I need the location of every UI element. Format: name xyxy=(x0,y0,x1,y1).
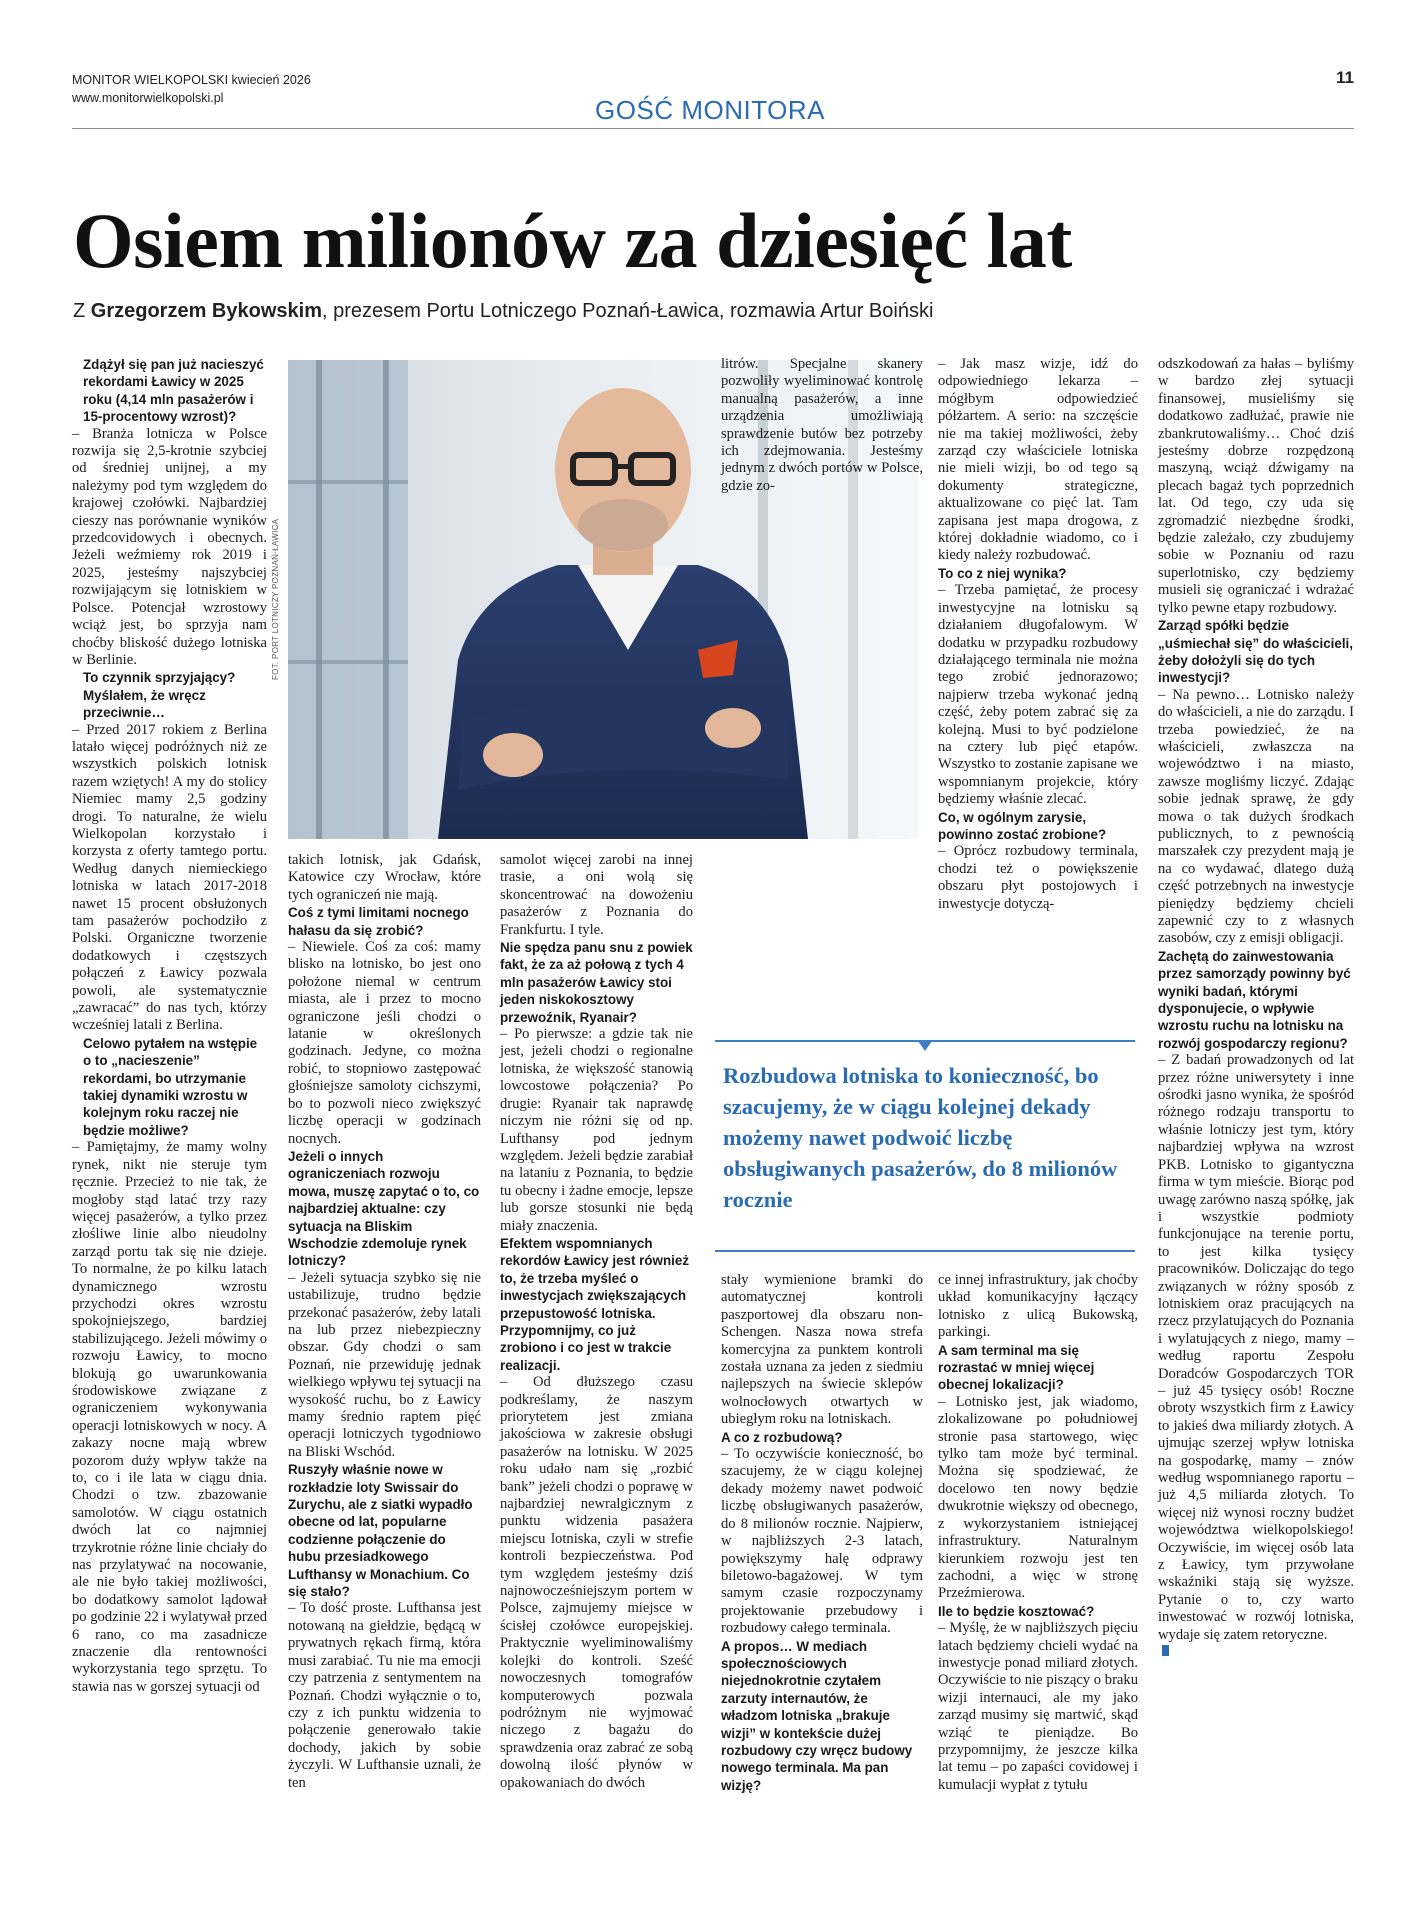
column-4-top xyxy=(721,356,923,495)
photo-credit: FOT. PORT LOTNICZY POZNAŃ-ŁAWICA xyxy=(271,518,280,680)
interview-answer: takich lotnisk, jak Gdańsk, Katowice czy Wrocław, które tych ograniczeń nie mają. xyxy=(288,852,481,903)
interview-question: Co, w ogólnym zarysie, powinno zostać zrobione? xyxy=(938,809,1107,842)
interview-question: Jeżeli o innych ograniczeniach rozwoju mowa, muszę zapytać o to, co najbardziej aktualne: czy sytuacja na Bliskim Wschodzie zdemoluje rynek lotniczy? xyxy=(288,1148,480,1269)
interviewee-name: Grzegorzem Bykowskim xyxy=(90,300,322,322)
interview-answer: – Lotnisko jest, jak wiadomo, zlokalizowane po południowej stronie pasa startowego, więc tylko tam może być terminal. Można się spodziewać, że docelowo ten nowy będzie dwukrotnie większy od obecnego, z wykorzystaniem istniejącej infrastruktury. Naturalnym kierunkiem rozwoju jest ten zachodni, a więc w stronę Przeźmierowa. xyxy=(938,1393,1138,1602)
interview-question: Celowo pytałem na wstępie o to „nacieszenie” rekordami, bo utrzymanie takiej dynamiki wzrostu w kolejnym roku raczej nie będzie możliwe? xyxy=(83,1035,258,1138)
interview-question: To czynnik sprzyjający? Myślałem, że wręcz przeciwnie… xyxy=(83,670,236,721)
pull-quote-box xyxy=(715,1040,1135,1252)
interview-question: Zarząd spółki będzie „uśmiechał się” do właścicieli, żeby dołożyli się do tych inwestycji? xyxy=(1158,618,1353,686)
interview-answer: – Myślę, że w najbliższych pięciu latach będziemy chcieli wydać na inwestycje ponad miliard złotych. Oczywiście to nie piszący o braku wizji internauci, ale my jako zarząd musimy się martwić, skąd wziąć te pieniądze. Bo przypomnijmy, że jeszcze kilka lat temu – po zapaści covidowej i kumulacji wypłat z tytułu xyxy=(938,1620,1138,1793)
pull-quote-marker xyxy=(918,1041,932,1051)
interview-answer: – Jak masz wizje, idź do odpowiedniego lekarza – mógłbym odpowiedzieć półżartem. A serio: na szczęście nie ma takiej możliwości, żeby zarząd czy właściciele lotniska nie mieli wizji, bo od tego są dokumenty strategiczne, aktualizowane co pięć lat. Tam zapisana jest mapa drogowa, z której dokładnie wiadomo, co i kiedy należy rozbudować. xyxy=(938,356,1138,564)
interview-question: Ruszyły właśnie nowe w rozkładzie loty Swissair do Zurychu, ale z siatki wypadło obecne od lat, popularne codzienne połączenie do hubu przesiadkowego Lufthansy w Monachium. Co się stało? xyxy=(288,1462,473,1600)
column-3 xyxy=(500,852,693,1792)
interview-answer: – Jeżeli sytuacja szybko się nie ustabilizuje, trudno będzie przekonać pasażerów, żeby latali na lub przez niebezpieczny obszar. Gdy chodzi o sam Poznań, nie przewiduję jednak wielkiego wpływu tej sytuacji na wysokość ruchu, bo z Ławicy mamy średnio raptem pięć operacji lotniczych tygodniowo na Bliski Wschód. xyxy=(288,1269,481,1460)
interview-question: A co z rozbudową? xyxy=(721,1429,843,1445)
publication-name: MONITOR WIELKOPOLSKI xyxy=(72,73,229,87)
header-divider xyxy=(72,128,1354,129)
interview-question: A propos… W mediach społecznościowych niejednokrotnie czytałem zarzuty internautów, że władzom lotniska „brakuje wizji” w kontekście dużej rozbudowy czy wręcz budowy nowego terminala. Ma pan wizję? xyxy=(721,1638,913,1793)
interview-answer: – Branża lotnicza w Polsce rozwija się 2,5-krotnie szybciej od średniej unijnej, a my należymy pod tym względem do krajowej czołówki. Najbardziej cieszy nas porównanie wyników przedcovidowych i obecnych. Jeżeli weźmiemy rok 2019 i 2025, jesteśmy najszybciej rozwijającym się lotniskiem w Polsce. Potencjał wzrostowy wciąż jest, bo sprzyja nam choćby bliskość dużego lotniska w Berlinie. xyxy=(72,425,267,668)
website-link[interactable]: www.monitorwielkopolski.pl xyxy=(72,91,224,105)
article-standfirst xyxy=(73,300,933,323)
interview-answer: stały wymienione bramki do automatycznej kontroli paszportowej dla obszaru non-Schengen. Nasza nowa strefa komercyjna za punktem kontroli została uznana za jeden z siedmiu najlepszych na świecie sklepów wolnocłowych otwartych w ubiegłym roku na lotniskach. xyxy=(721,1272,923,1428)
interview-answer: – Oprócz rozbudowy terminala, chodzi też o powiększenie obszaru płyt postojowych i inwestycje dotyczą- xyxy=(938,843,1138,912)
interview-answer: samolot więcej zarobi na innej trasie, a oni wolą się skoncentrować na dowożeniu pasażerów z Poznania do Frankfurtu. I tyle. xyxy=(500,852,693,938)
pull-quote-text: Rozbudowa lotniska to konieczność, bo szacujemy, że w ciągu kolejnej dekady możemy nawet podwoić liczbę obsługiwanych pasażerów, do 8 milionów rocznie xyxy=(723,1063,1118,1212)
interview-question: To co z niej wynika? xyxy=(938,565,1067,581)
column-1 xyxy=(72,356,267,1696)
interview-question: A sam terminal ma się rozrastać w mniej więcej obecnej lokalizacji? xyxy=(938,1342,1095,1393)
interview-answer: – Od dłuższego czasu podkreślamy, że naszym priorytetem jest zmiana jakościowa w zakresie obsługi pasażerów na lotnisku. W 2025 roku udało nam się „rozbić bank” jeżeli chodzi o poprawę w najbardziej newralgicznym z punktu widzenia pasażera miejscu lotniska, czyli w strefie kontroli bezpieczeństwa. Pod tym względem jesteśmy dziś najnowocześniejszym portem w Polsce, zajmujemy miejsce w ścisłej czołówce europejskiej. Praktycznie wyeliminowaliśmy kolejki do kontroli. Sześć nowoczesnych tomografów komputerowych pozwala podróżnym nie wyjmować niczego z bagażu do sprawdzenia oraz zabrać ze sobą dowolną ilość płynów w opakowaniach do dwóch xyxy=(500,1374,693,1791)
interview-answer: ce innej infrastruktury, jak choćby układ komunikacyjny łączący lotnisko z ulicą Bukowską, parkingi. xyxy=(938,1272,1138,1341)
interview-question: Ile to będzie kosztować? xyxy=(938,1603,1095,1619)
section-title: GOŚĆ MONITORA xyxy=(595,95,825,125)
interview-answer: – Przed 2017 rokiem z Berlina latało więcej podróżnych niż ze wszystkich polskich lotnisk razem wziętych! A my do stolicy Niemiec mamy 2,5 godziny drogi. To naturalne, że wielu Wielkopolan korzystało i korzysta z oferty tamtego portu. Według danych niemieckiego lotniska w latach 2017-2018 nawet 15 procent obsłużonych tam pasażerów pochodziło z Polski. Organiczne tworzenie dodatkowych i częstszych połączeń z Ławicy pozwala powoli, ale systematycznie „zawracać” do nas tych, którzy wcześniej latali z Berlina. xyxy=(72,721,267,1034)
column-4-bottom xyxy=(721,1272,923,1794)
interview-answer: – Na pewno… Lotnisko należy do właścicieli, a nie do zarządu. I trzeba powiedzieć, że na właścicieli, zwłaszcza na województwo i na miasto, zawsze mogliśmy liczyć. Zdając sobie jednak sprawę, że gdy mowa o tak dużych środkach publicznych, to z pewnością marszałek czy prezydent mają je na co wydawać, dlatego dużą część potrzebnych na inwestycje pieniędzy będziemy chcieli zapewnić czy to z własnych zasobów, czy z emisji obligacji. xyxy=(1158,686,1354,947)
interview-answer: – Pamiętajmy, że mamy wolny rynek, nikt nie steruje tym ręcznie. Przecież to nie tak, że mogłoby stąd latać trzy razy więcej pasażerów, a tylko przez złośliwe linie albo nieudolny zarząd portu tak się nie dzieje. To normalne, że po kilku latach dynamicznego wzrostu przychodzi okres wzrostu spokojniejszego, bardziej stabilizującego. Jeżeli mówimy o rozwoju Ławicy, to mocno blokują go uwarunkowania środowiskowe związane z ograniczeniem wykonywania operacji lotniskowych w nocy. A zakazy nocne mają wbrew pozorom duży wpływ także na to, co i ile lata w ciągu dnia. Chodzi o tzw. zbazowanie samolotów. W ciągu ostatnich dwóch lat co najmniej trzykrotnie różne linie chciały do nas przylatywać na nocowanie, ale nie było takiej możliwości, bo dodatkowy samolot lądował po godzinie 22 i wylatywał przed 6 rano, co ma zasadnicze znaczenie dla rentowności wykorzystania tego sprzętu. To stawia nas w gorszej sytuacji od xyxy=(72,1139,267,1695)
interview-answer: – Z badań prowadzonych od lat przez różne uniwersytety i inne ośrodki jasno wynika, że spośród różnego rodzaju transportu to właśnie lotniczy jest tym, który najbardziej wpływa na wzrost PKB. Lotnisko to gigantyczna firma w tym mieście. Biorąc pod uwagę zarówno naszą spółkę, jak i wszystkie podmioty funkcjonujące na terenie portu, to jest kilka tysięcy pracowników. Doliczając do tego związanych w różny sposób z lotniskiem oraz pracujących na rzecz przylatujących do Poznania i wylatujących z niego, mamy – według raportu Zespołu Doradców Gospodarczych TOR – już 45 tysięcy osób! Roczne obroty wszystkich firm z Ławicy to jakieś dwa miliardy złotych. A ujmując szerzej wpływ lotniska na gospodarkę, mamy – znów według wspomnianego raportu – już 4,5 miliarda złotych. To więcej niż wynosi roczny budżet województwa wielkopolskiego! Oczywiście, im więcej osób lata z Ławicy, tym przywołane wskaźniki stają się wyższe. Pytanie o to, czy warto inwestować w rozwój lotniska, wydaje się zatem retoryczne. xyxy=(1158,1052,1354,1643)
interview-question: Efektem wspomnianych rekordów Ławicy jest również to, że trzeba myśleć o inwestycjach zwiększających przepustowość lotniska. Przypomnijmy, co już zrobiono i co jest w trakcie realizacji. xyxy=(500,1235,690,1373)
column-5-bottom xyxy=(938,1272,1138,1794)
article-headline: Osiem milionów za dziesięć lat xyxy=(73,197,1072,284)
interview-answer: – Trzeba pamiętać, że procesy inwestycyjne na lotnisku są działaniem długofalowym. W dodatku w przypadku rozbudowy działającego terminala nie można tego zrobić jednorazowo; najpierw trzeba wykonać jedną część, żeby potem zabrać się za kolejną. Musi to być podzielone na cztery lub pięć etapów. Wszystko to zostanie zapisane we wspomnianym projekcie, który będziemy właśnie zlecać. xyxy=(938,582,1138,808)
page-number: 11 xyxy=(1336,68,1354,87)
interview-answer: – To dość proste. Lufthansa jest notowaną na giełdzie, będącą w prywatnych rękach firmą, która musi zarabiać. Tu nie ma emocji czy patrzenia z sentymentem na Poznań. Chodzi wyłącznie o to, czy z ich punktu widzenia to połączenie generowało takie dochody, jakich by sobie życzyli. W Lufthansie uznali, że ten xyxy=(288,1600,481,1791)
column-5-top xyxy=(938,356,1138,913)
column-2 xyxy=(288,852,481,1792)
issue-date: kwiecień 2026 xyxy=(231,73,311,87)
interview-question: Coś z tymi limitami nocnego hałasu da się zrobić? xyxy=(288,905,469,938)
article-end-mark xyxy=(1162,1645,1169,1656)
interview-answer: – To oczywiście konieczność, bo szacujemy, że w ciągu kolejnej dekady możemy nawet podwoić liczbę obsługiwanych pasażerów, do 8 milionów rocznie. Najpierw, w najbliższych 2-3 latach, powiększymy halę odprawy biletowo-bagażowej. W tym samym czasie rozpoczynamy projektowanie przebudowy i rozbudowy całego terminala. xyxy=(721,1446,923,1637)
standfirst-rest: , prezesem Portu Lotniczego Poznań-Ławica, rozmawia Artur Boiński xyxy=(321,300,934,322)
interview-question: Zachętą do zainwestowania przez samorządy powinny być wyniki badań, którymi dysponujecie, o wpływie wzrostu ruchu na lotnisku na rozwój gospodarczy regionu? xyxy=(1158,948,1351,1051)
interview-question: Zdążył się pan już nacieszyć rekordami Ławicy w 2025 roku (4,14 mln pasażerów i 15-procentowy wzrost)? xyxy=(83,357,264,425)
interview-answer: odszkodowań za hałas – byliśmy w bardzo złej sytuacji finansowej, musieliśmy się dodatkowo zadłużać, prawie nie zbankrutowaliśmy… Choć dziś jesteśmy dobrze rozpędzoną maszyną, wciąż dźwigamy na plecach bagaż tych poprzednich lat. Od tego, czy uda się zgromadzić niezbędne środki, będzie zależało, czy zbudujemy sobie w Poznaniu od razu superlotnisko, czy będziemy musieli się ograniczać i wdrażać tylko pewne etapy rozbudowy. xyxy=(1158,356,1354,616)
interview-answer: – Niewiele. Coś za coś: mamy blisko na lotnisko, bo jest ono położone niemal w centrum miasta, ale i przez to mocno ograniczone jeśli chodzi o latanie w określonych godzinach. Jedyne, co można robić, to stopniowo zastępować głośniejsze samoloty cichszymi, bo to pozwoli nieco zwiększyć liczbę operacji w godzinach nocnych. xyxy=(288,939,481,1147)
pull-quote-bottom-rule xyxy=(715,1250,1135,1252)
standfirst-prefix: Z xyxy=(73,300,86,322)
interview-answer: litrów. Specjalne skanery pozwoliły wyeliminować kontrolę manualną pasażerów, a inne urządzenia umożliwiają sprawdzenie butów bez potrzeby ich zdejmowania. Jesteśmy jednym z dwóch portów w Polsce, gdzie zo- xyxy=(721,356,923,494)
interview-question: Nie spędza panu snu z powiek fakt, że za aż połową z tych 4 mln pasażerów Ławicy stoi jeden niskokosztowy przewoźnik, Ryanair? xyxy=(500,940,693,1025)
interview-answer: – Po pierwsze: a gdzie tak nie jest, jeżeli chodzi o regionalne lotniska, że większość stanowią lowcostowe połączenia? Po drugie: Ryanair tak naprawdę niczym nie różni się od np. Lufthansy pod jednym względem. Jeżeli będzie zarabiał na lataniu z Poznania, to będzie tu obecny i żadne emocje, lepsze lub gorsze stosunki nie będą miały znaczenia. xyxy=(500,1026,693,1234)
column-6 xyxy=(1158,356,1354,1661)
